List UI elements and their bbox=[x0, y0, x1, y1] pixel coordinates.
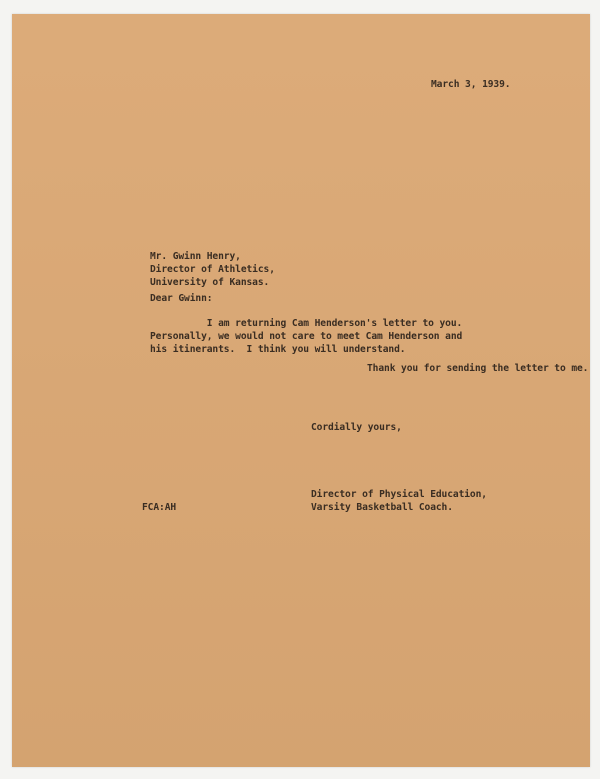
signature-line: Director of Physical Education, bbox=[311, 489, 487, 500]
letter-date: March 3, 1939. bbox=[431, 79, 511, 90]
signature-line: Varsity Basketball Coach. bbox=[311, 502, 453, 513]
recipient-line: Director of Athletics, bbox=[150, 264, 275, 275]
salutation: Dear Gwinn: bbox=[150, 293, 213, 304]
body-line: Personally, we would not care to meet Cam Henderson and bbox=[150, 331, 463, 342]
closing: Cordially yours, bbox=[311, 422, 402, 433]
signature-block bbox=[311, 488, 487, 514]
recipient-line: Mr. Gwinn Henry, bbox=[150, 251, 241, 262]
thanks-line: Thank you for sending the letter to me. bbox=[367, 363, 589, 374]
letter-body bbox=[150, 317, 462, 356]
recipient-line: University of Kansas. bbox=[150, 277, 270, 288]
recipient-address bbox=[150, 250, 275, 289]
body-line: his itinerants. I think you will understand. bbox=[150, 344, 406, 355]
typist-initials: FCA:AH bbox=[142, 502, 177, 513]
body-line: I am returning Cam Henderson's letter to you. bbox=[150, 318, 463, 329]
letter-page bbox=[12, 14, 590, 767]
